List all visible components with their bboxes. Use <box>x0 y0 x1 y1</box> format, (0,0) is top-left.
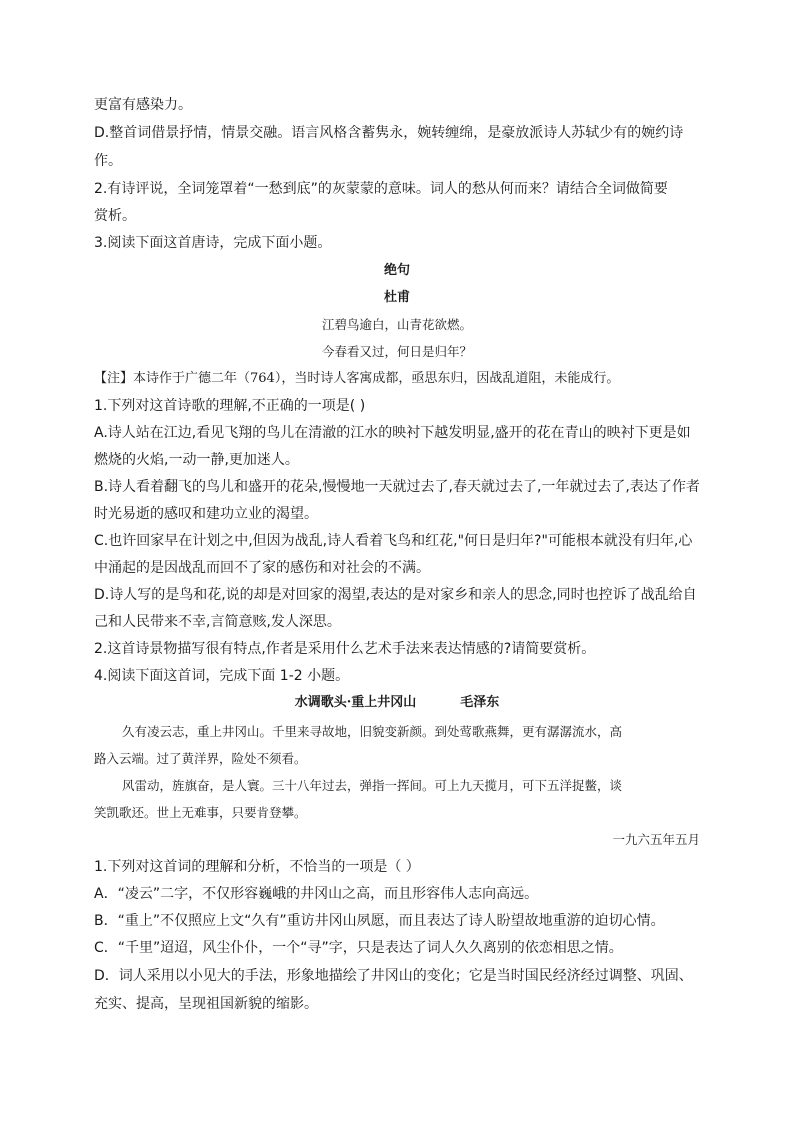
option-c-line: C.也许回家早在计划之中,但因为战乱,诗人看着飞鸟和红花,"何日是归年?"可能根本就没有归年,心 <box>94 533 693 549</box>
ci-line: 久有凌云志，重上井冈山。千里来寻故地，旧貌变新颜。到处莺歌燕舞，更有潺潺流水，高 <box>122 724 623 739</box>
ci-heading <box>94 693 700 713</box>
option-d-line: D.整首词借景抒情，情景交融。语言风格含蓄隽永，婉转缠绵，是豪放派诗人苏轼少有的婉约诗 <box>94 125 684 141</box>
question-line: 2.这首诗景物描写很有特点,作者是采用什么艺术手法来表达情感的?请简要赏析。 <box>94 641 596 657</box>
option-d-line: 作。 <box>94 153 122 169</box>
question-4-prompt: 4.阅读下面这首词，完成下面 1-2 小题。 <box>94 668 350 684</box>
poem-title: 绝句 <box>383 263 410 278</box>
ci-date: 一九六五年五月 <box>612 832 700 847</box>
poem-author: 杜甫 <box>383 290 410 305</box>
question-2-line: 赏析。 <box>94 208 136 224</box>
option-a-line: 燃烧的火焰,一动一静,更加迷人。 <box>94 452 299 468</box>
ci-title: 水调歌头·重上井冈山 <box>294 695 417 710</box>
option-b-line: B．“重上”不仅照应上文“久有”重访井冈山夙愿，而且表达了诗人盼望故地重游的迫切心情。 <box>94 913 665 929</box>
ci-line: 路入云端。过了黄洋界，险处不须看。 <box>94 751 307 766</box>
option-d-line: 己和人民带来不幸,言简意赅,发人深思。 <box>94 614 341 630</box>
question-line: 1.下列对这首词的理解和分析，不恰当的一项是（ ） <box>94 859 420 875</box>
ci-author: 毛泽东 <box>460 695 500 710</box>
text-line: 更富有感染力。 <box>94 97 192 113</box>
question-3-prompt: 3.阅读下面这首唐诗，完成下面小题。 <box>94 235 332 251</box>
ci-line: 风雷动，旌旗奋，是人寰。三十八年过去，弹指一挥间。可上九天揽月，可下五洋捉鳖，谈 <box>122 778 623 793</box>
ci-line: 笑凯歌还。世上无难事，只要肯登攀。 <box>94 805 307 820</box>
poem-line: 今春看又过，何日是归年？ <box>321 344 472 359</box>
option-c-line: C．“千里”迢迢，风尘仆仆，一个“寻”字，只是表达了词人久久离别的依恋相思之情。 <box>94 940 623 956</box>
option-d-line: 充实、提高，呈现祖国新貌的缩影。 <box>94 996 318 1012</box>
option-c-line: 中涌起的是因战乱而回不了家的感伤和对社会的不满。 <box>94 560 430 576</box>
option-b-line: 时光易逝的感叹和建功立业的渴望。 <box>94 506 318 522</box>
poem-line: 江碧鸟逾白，山青花欲燃。 <box>321 317 472 332</box>
poem-note: 【注】本诗作于广德二年（764），当时诗人客寓成都，亟思东归，因战乱道阻，未能成行。 <box>94 371 620 386</box>
option-d-line: D．词人采用以小见大的手法，形象地描绘了井冈山的变化；它是当时国民经济经过调整、巩固、 <box>94 968 693 984</box>
option-a-line: A．“凌云”二字，不仅形容巍峨的井冈山之高，而且形容伟人志向高远。 <box>94 886 539 902</box>
question-2-line: 2.有诗评说，全词笼罩着“一愁到底”的灰蒙蒙的意味。词人的愁从何而来？请结合全词做简要 <box>94 181 668 197</box>
question-line: 1.下列对这首诗歌的理解,不正确的一项是( ) <box>94 398 366 414</box>
option-b-line: B.诗人看着翻飞的鸟儿和盛开的花朵,慢慢地一天就过去了,春天就过去了,一年就过去了,表达了作者 <box>94 479 700 495</box>
option-d-line: D.诗人写的是鸟和花,说的却是对回家的渴望,表达的是对家乡和亲人的思念,同时也控诉了战乱给自 <box>94 587 697 603</box>
option-a-line: A.诗人站在江边,看见飞翔的鸟儿在清澈的江水的映衬下越发明显,盛开的花在青山的映衬下更是如 <box>94 425 691 441</box>
